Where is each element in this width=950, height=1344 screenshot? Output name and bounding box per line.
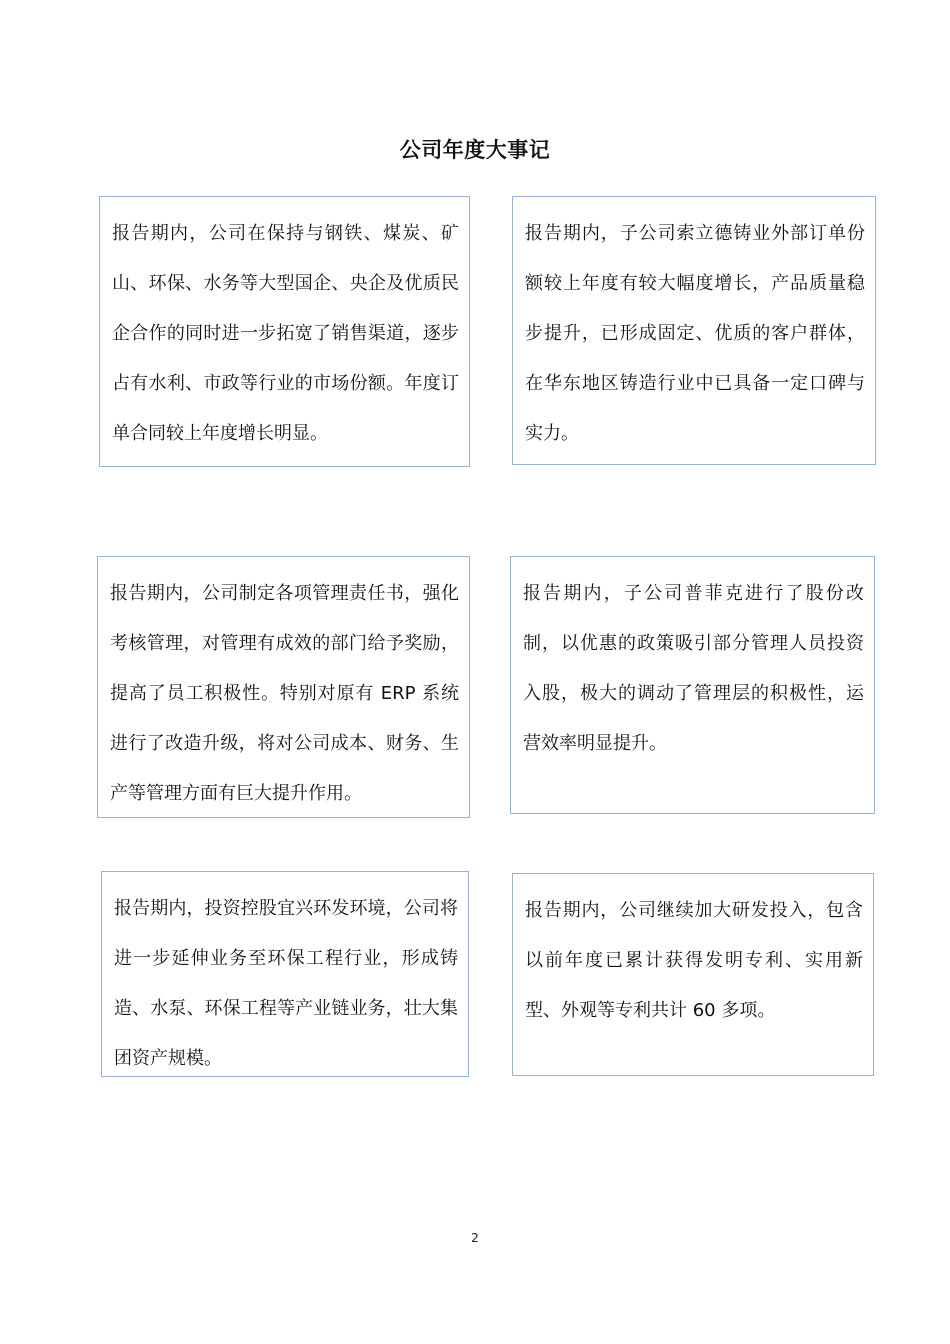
event-box — [99, 196, 470, 467]
event-text: 报告期内，公司制定各项管理责任书，强化考核管理，对管理有成效的部门给予奖励，提高了员工积极性。特别对原有 ERP 系统进行了改造升级，将对公司成本、财务、生产等管理方面有巨大提升作用。 — [110, 583, 459, 804]
event-box — [512, 873, 874, 1076]
event-box — [101, 871, 469, 1077]
page-number: 2 — [471, 1231, 479, 1245]
event-text: 报告期内，投资控股宜兴环发环境，公司将进一步延伸业务至环保工程行业，形成铸造、水泵、环保工程等产业链业务，壮大集团资产规模。 — [114, 898, 458, 1069]
event-box — [510, 556, 875, 814]
event-box — [512, 196, 876, 465]
event-text: 报告期内，子公司索立德铸业外部订单份额较上年度有较大幅度增长，产品质量稳步提升，已形成固定、优质的客户群体，在华东地区铸造行业中已具备一定口碑与实力。 — [525, 223, 865, 444]
page-title: 公司年度大事记 — [399, 138, 551, 162]
event-box — [97, 556, 470, 818]
event-text: 报告期内，公司在保持与钢铁、煤炭、矿山、环保、水务等大型国企、央企及优质民企合作的同时进一步拓宽了销售渠道，逐步占有水利、市政等行业的市场份额。年度订单合同较上年度增长明显。 — [112, 223, 459, 444]
event-text: 报告期内，子公司普菲克进行了股份改制，以优惠的政策吸引部分管理人员投资入股，极大的调动了管理层的积极性，运营效率明显提升。 — [523, 583, 864, 754]
event-text: 报告期内，公司继续加大研发投入，包含以前年度已累计获得发明专利、实用新型、外观等专利共计 60 多项。 — [525, 900, 863, 1021]
